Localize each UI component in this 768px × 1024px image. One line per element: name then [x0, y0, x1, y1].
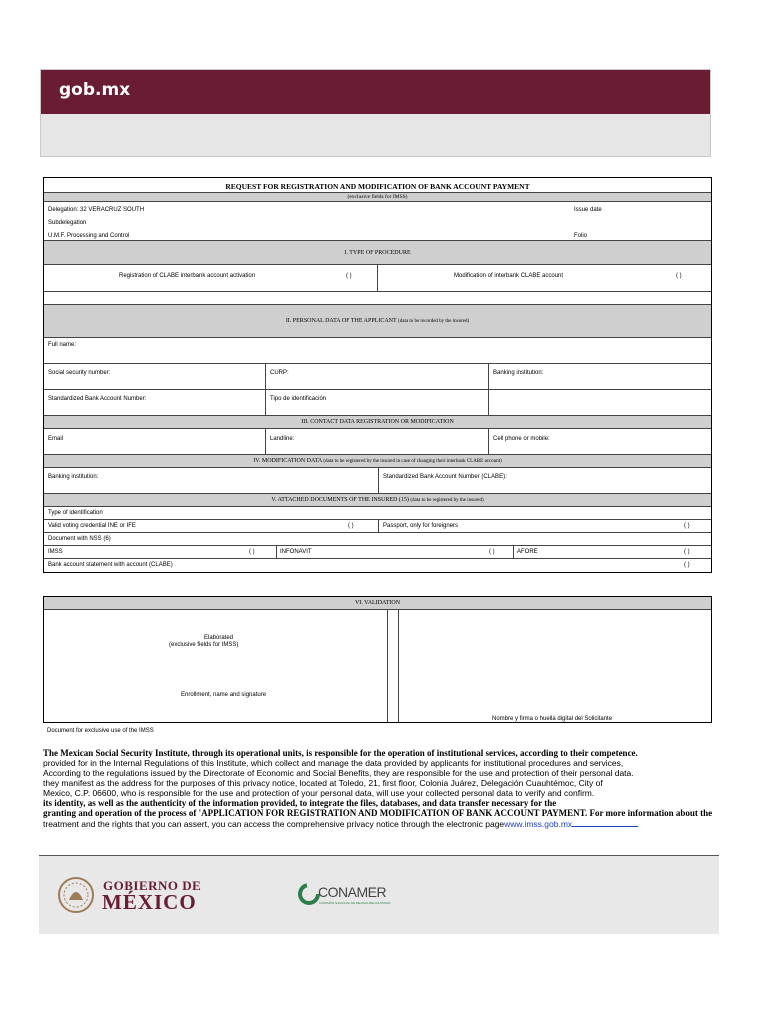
enrollment-label: Enrollment, name and signature	[181, 692, 267, 698]
issue-date-label: Issue date	[574, 207, 602, 213]
cell-divider	[378, 520, 379, 532]
mexico-text: MÉXICO	[102, 890, 197, 914]
privacy-line-8-text: treatment and the rights that you can assert, you can access the comprehensive privacy notice through the electronic page	[43, 819, 505, 829]
email-label: Email	[48, 436, 64, 442]
privacy-line-2: provided for in the Internal Regulations of this Institute, which collect and manage the data provided by applicants for institutional procedures and services,	[43, 758, 624, 768]
cell-divider	[276, 546, 277, 558]
privacy-notice	[43, 748, 743, 829]
clabe-activation-label: Registration of CLABE interbank account activation	[119, 273, 256, 279]
form-subtitle-row	[44, 193, 711, 202]
form-title-row	[44, 178, 711, 193]
cell-divider	[265, 364, 266, 389]
link-underline	[572, 818, 638, 827]
modification-row	[44, 468, 711, 494]
cell-divider	[488, 390, 489, 415]
folio-label: Folio	[574, 233, 588, 239]
curp-label: CURP:	[270, 370, 289, 376]
validation-title: VI. VALIDATION	[354, 600, 401, 606]
section-3-title: III. CONTACT DATA REGISTRATION OR MODIFICATION	[301, 419, 454, 425]
tipo-id-label: Tipo de identificación	[270, 396, 327, 402]
infonavit-checkbox[interactable]: ( )	[489, 549, 495, 555]
ssn-label: Social security number:	[48, 370, 111, 376]
gobierno-de-text: GOBIERNO DE	[103, 878, 202, 893]
umf-label: U.M.F. Processing and Control	[48, 233, 130, 239]
section-1-title: I. TYPE OF PROCEDURE	[344, 250, 411, 256]
section-4-header	[44, 455, 711, 468]
ine-row	[44, 520, 711, 533]
section-4-note: (data to be registered by the insured in case of changing their interbank CLABE account)	[323, 459, 502, 464]
gob-mx-logo[interactable]: gob.mx	[59, 80, 131, 100]
bank-statement-label: Bank account statement with account (CLABE)	[48, 562, 173, 568]
std-account-clabe-label: Standardized Bank Account Number (CLABE):	[383, 474, 507, 480]
section-2-header	[44, 305, 711, 338]
infonavit-label: INFONAVIT	[280, 549, 312, 555]
form-subtitle: (exclusive fields for IMSS)	[347, 194, 408, 200]
institutions-row	[44, 546, 711, 559]
cell-divider	[377, 265, 378, 291]
section-5-header	[44, 494, 711, 507]
applicant-signature-label: Nombre y firma o huella digital del Solicitante	[492, 716, 613, 722]
ine-label: Valid voting credential INE or IFE	[48, 523, 136, 529]
contact-row	[44, 429, 711, 455]
section-2-title	[44, 318, 711, 324]
footer	[39, 855, 719, 934]
privacy-line-1: The Mexican Social Security Institute, through its operational units, is responsible for the operation of institutional services, according to their competence.	[43, 748, 638, 758]
conamer-logo-icon	[298, 883, 320, 905]
privacy-line-7: granting and operation of the process of 'APPLICATION FOR REGISTRATION AND MODIFICATION OF BANK ACCOUNT PAYMENT. For more information about the	[43, 808, 713, 818]
exclusive-label: (exclusive fields for IMSS)	[169, 642, 239, 648]
landline-label: Landline:	[270, 436, 295, 442]
delegation-label: Delegation: 32 VERACRUZ SOUTH	[48, 207, 145, 213]
privacy-line-3: According to the regulations issued by the Directorate of Economic and Social Benefits, they are responsible for the use and protection of their personal data.	[43, 768, 634, 778]
validation-divider	[387, 610, 399, 722]
mexico-seal-icon	[57, 876, 95, 914]
passport-checkbox[interactable]: ( )	[684, 523, 690, 529]
section-3-header	[44, 416, 711, 429]
ssn-row	[44, 364, 711, 390]
privacy-line-8	[43, 818, 743, 829]
cell-divider	[265, 390, 266, 415]
validation-header	[44, 597, 711, 610]
section-2-note: (data to be recorded by the insured)	[398, 319, 470, 324]
banking-institution-label: Banking institution:	[493, 370, 544, 376]
section-2-title-text: II. PERSONAL DATA OF THE APPLICANT	[285, 318, 397, 324]
std-account-label: Standardized Bank Account Number:	[48, 396, 147, 402]
spacer-row	[44, 292, 711, 305]
cell-phone-label: Cell phone or mobile:	[493, 436, 550, 442]
site-header	[40, 69, 711, 157]
section-5-note: (data to be registered by the insured)	[410, 498, 484, 503]
privacy-line-5: Mexico, C.P. 06600, who is responsible for the use and protection of your personal data, will use your collected personal data to verify and confirm.	[43, 788, 595, 798]
conamer-text: CONAMER	[318, 884, 387, 900]
imss-label: IMSS	[48, 549, 63, 555]
privacy-line-6: its identity, as well as the authenticity of the information provided, to integrate the files, databases, and data transfer necessary for the	[43, 798, 557, 808]
section-4-title-text: IV. MODIFICATION DATA	[253, 458, 322, 464]
section-5-title-text: V. ATTACHED DOCUMENTS OF THE INSURED (15)	[271, 497, 409, 503]
passport-label: Passport, only for foreigners	[383, 523, 459, 529]
conamer-subtitle: COMISIÓN NACIONAL DE MEJORA REGULATORIA	[319, 901, 391, 905]
doc-use-label: Document for exclusive use of the IMSS	[47, 728, 154, 734]
clabe-modification-label: Modification of interbank CLABE account	[454, 273, 564, 279]
type-id-row	[44, 507, 711, 520]
account-row	[44, 390, 711, 416]
bank-statement-row	[44, 559, 711, 572]
imss-checkbox[interactable]: ( )	[249, 549, 255, 555]
office-info-row	[44, 202, 711, 241]
form-title: REQUEST FOR REGISTRATION AND MODIFICATION OF BANK ACCOUNT PAYMENT	[225, 182, 530, 191]
section-1-header	[44, 241, 711, 265]
ine-checkbox[interactable]: ( )	[348, 523, 354, 529]
bank-statement-checkbox[interactable]: ( )	[684, 562, 690, 568]
full-name-row	[44, 338, 711, 364]
cell-divider	[488, 429, 489, 454]
privacy-line-4: they manifest as the address for the purposes of this privacy notice, located at Toledo, 21, first floor, Colonia Juárez, Delegación Cuauhtémoc, City of	[43, 778, 603, 788]
procedure-type-row	[44, 265, 711, 292]
cell-divider	[265, 429, 266, 454]
section-4-title	[44, 458, 711, 464]
cell-divider	[378, 468, 379, 493]
cell-divider	[488, 364, 489, 389]
full-name-label: Full name:	[48, 342, 77, 348]
clabe-modification-checkbox[interactable]: ( )	[676, 273, 682, 279]
imss-link[interactable]: www.imss.gob.mx	[504, 819, 573, 829]
request-form	[43, 177, 712, 573]
section-5-title	[44, 497, 711, 503]
type-id-label: Type of identification	[48, 510, 103, 516]
nss-doc-label: Document with NSS (6)	[48, 536, 111, 542]
afore-checkbox[interactable]: ( )	[684, 549, 690, 555]
clabe-activation-checkbox[interactable]: ( )	[346, 273, 352, 279]
subdelegation-label: Subdelegation	[48, 220, 87, 226]
afore-label: AFORE	[517, 549, 538, 555]
cell-divider	[513, 546, 514, 558]
banking-institution-2-label: Banking institution:	[48, 474, 99, 480]
elaborated-label: Elaborated	[204, 635, 234, 641]
nss-doc-row	[44, 533, 711, 546]
validation-section	[43, 596, 712, 723]
header-bar	[41, 70, 710, 114]
